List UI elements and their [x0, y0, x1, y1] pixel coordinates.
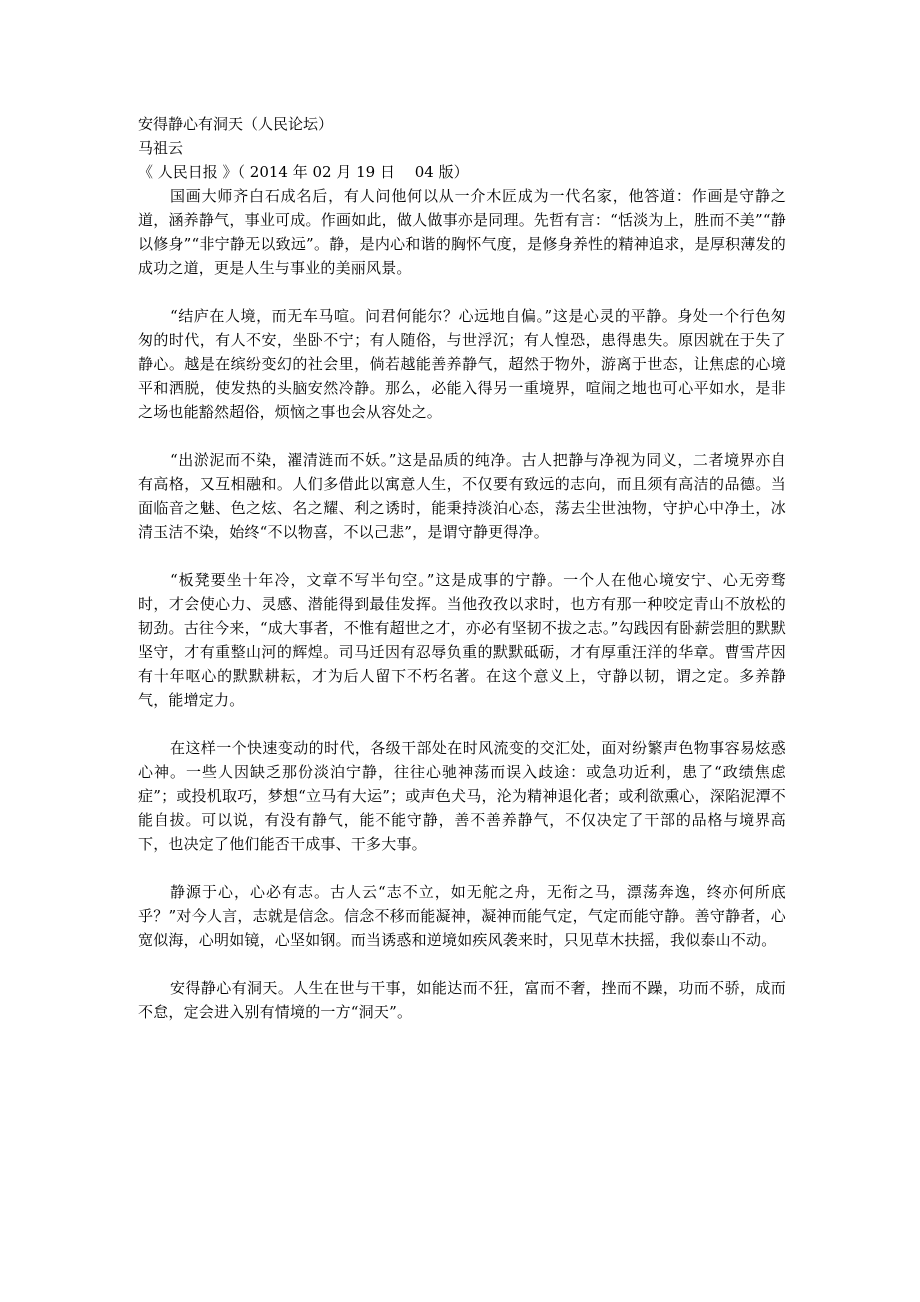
article: [138, 112, 786, 1024]
paragraph: 在这样一个快速变动的时代，各级干部处在时风流变的交汇处，面对纷繁声色物事容易炫惑心神。一些人因缺乏那份淡泊宁静，往往心驰神荡而误入歧途：或急功近利，患了“政绩焦虑症”；或投机取巧，梦想“立马有大运”；或声色犬马，沦为精神退化者；或利欲熏心，深陷泥潭不能自拔。可以说，有没有静气，能不能守静，善不善养静气，不仅决定了干部的品格与境界高下，也决定了他们能否干成事、干多大事。: [138, 739, 786, 853]
paragraph: 安得静心有洞天。人生在世与干事，如能达而不狂，富而不奢，挫而不躁，功而不骄，成而不怠，定会进入别有情境的一方“洞天”。: [138, 979, 786, 1021]
article-source: 《 人民日报 》（ 2014 年 02 月 19 日 04 版）: [138, 163, 469, 181]
paragraph: 国画大师齐白石成名后，有人问他何以从一介木匠成为一代名家，他答道：作画是守静之道，涵养静气，事业可成。作画如此，做人做事亦是同理。先哲有言：“恬淡为上，胜而不美”“静以修身”“非宁静无以致远”。静，是内心和谐的胸怀气度，是修身养性的精神追求，是厚积薄发的成功之道，更是人生与事业的美丽风景。: [138, 187, 786, 277]
paragraph: “板凳要坐十年冷，文章不写半句空。”这是成事的宁静。一个人在他心境安宁、心无旁骛时，才会使心力、灵感、潜能得到最佳发挥。当他孜孜以求时，也方有那一种咬定青山不放松的韧劲。古往今来，“成大事者，不惟有超世之才，亦必有坚韧不拔之志。”勾践因有卧薪尝胆的默默坚守，才有重整山河的辉煌。司马迁因有忍辱负重的默默砥砺，才有厚重汪洋的华章。曹雪芹因有十年呕心的默默耕耘，才为后人留下不朽名著。在这个意义上，守静以韧，谓之定。多养静气，能增定力。: [138, 571, 786, 709]
article-title: 安得静心有洞天（人民论坛）: [138, 115, 334, 133]
paragraph: 静源于心，心必有志。古人云“志不立，如无舵之舟，无衔之马，漂荡奔逸，终亦何所底乎？”对今人言，志就是信念。信念不移而能凝神，凝神而能气定，气定而能守静。善守静者，心宽似海，心明如镜，心坚如钢。而当诱惑和逆境如疾风袭来时，只见草木扶摇，我似泰山不动。: [138, 883, 786, 949]
paragraph: “结庐在人境，而无车马喧。问君何能尔？心远地自偏。”这是心灵的平静。身处一个行色匆匆的时代，有人不安，坐卧不宁；有人随俗，与世浮沉；有人惶恐，患得患失。原因就在于失了静心。越是在缤纷变幻的社会里，倘若越能善养静气，超然于物外，游离于世态，让焦虑的心境平和洒脱，使发热的头脑安然冷静。那么，必能入得另一重境界，喧闹之地也可心平如水，是非之场也能豁然超俗，烦恼之事也会从容处之。: [138, 307, 786, 421]
article-author: 马祖云: [138, 139, 184, 157]
paragraph: “出淤泥而不染，濯清涟而不妖。”这是品质的纯净。古人把静与净视为同义，二者境界亦自有高格，又互相融和。人们多借此以寓意人生，不仅要有致远的志向，而且须有高洁的品德。当面临音之魅、色之炫、名之耀、利之诱时，能秉持淡泊心态，荡去尘世浊物，守护心中净土，冰清玉洁不染，始终“不以物喜，不以己悲”，是谓守静更得净。: [138, 451, 786, 541]
